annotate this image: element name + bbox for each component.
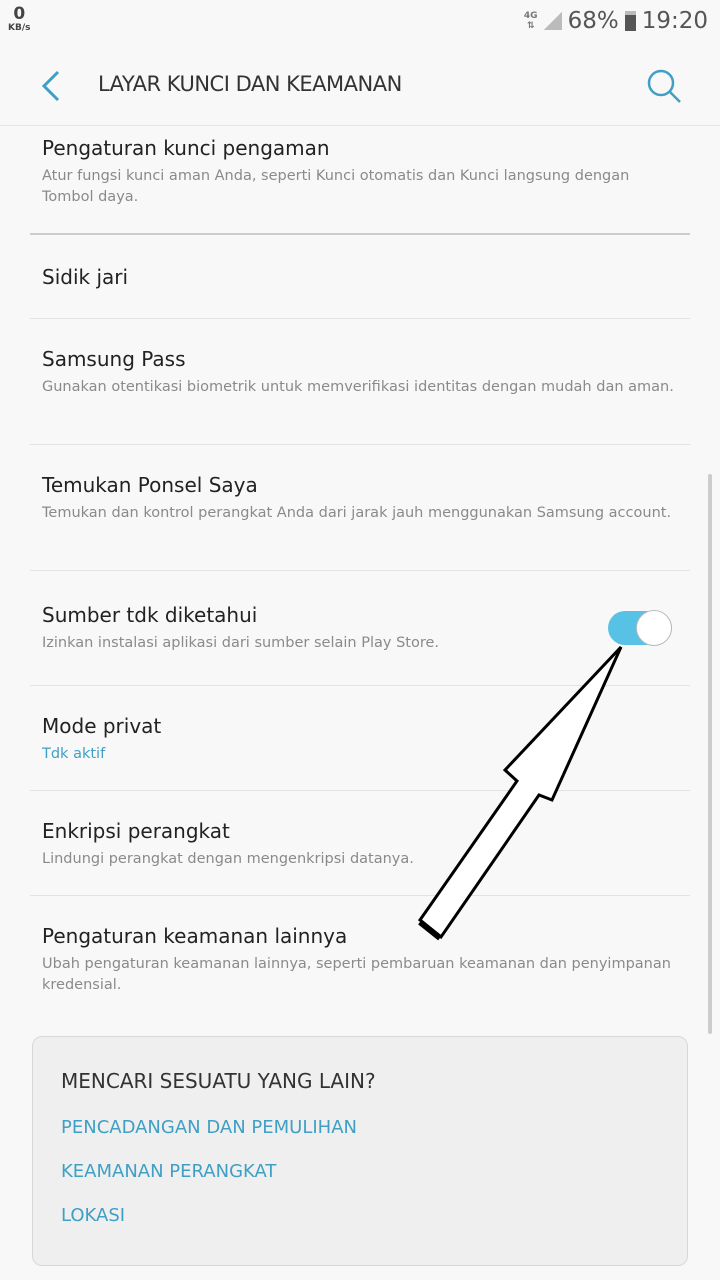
- link-location[interactable]: LOKASI: [61, 1205, 126, 1226]
- battery-percent: 68%: [567, 8, 619, 34]
- item-lock-settings[interactable]: Pengaturan kunci pengaman Atur fungsi kunci aman Anda, seperti Kunci otomatis dan Kunci langsung dengan Tombol daya.: [30, 126, 690, 235]
- item-other-security[interactable]: Pengaturan keamanan lainnya Ubah pengaturan keamanan lainnya, seperti pembaruan keamanan dan penyimpanan kredensial.: [42, 924, 671, 993]
- item-encryption[interactable]: Enkripsi perangkat Lindungi perangkat dengan mengenkripsi datanya.: [30, 791, 690, 896]
- item-samsung-pass[interactable]: Samsung Pass Gunakan otentikasi biometrik untuk memverifikasi identitas dengan mudah dan aman.: [30, 319, 690, 445]
- item-find-my-phone[interactable]: Temukan Ponsel Saya Temukan dan kontrol perangkat Anda dari jarak jauh menggunakan Samsung account.: [30, 445, 690, 571]
- network-speed: 0 KB/s: [8, 4, 31, 33]
- page-title: LAYAR KUNCI DAN KEAMANAN: [98, 72, 402, 96]
- item-fingerprint[interactable]: Sidik jari: [30, 235, 690, 319]
- item-unknown-sources[interactable]: Sumber tdk diketahui Izinkan instalasi aplikasi dari sumber selain Play Store.: [30, 571, 690, 686]
- link-device-security[interactable]: KEAMANAN PERANGKAT: [61, 1161, 277, 1182]
- clock: 19:20: [641, 8, 708, 34]
- item-private-mode[interactable]: Mode privat Tdk aktif: [30, 686, 690, 791]
- network-type: 4G ⇅: [523, 11, 538, 31]
- link-backup-restore[interactable]: PENCADANGAN DAN PEMULIHAN: [61, 1117, 357, 1138]
- suggestions-card: MENCARI SESUATU YANG LAIN? PENCADANGAN DAN PEMULIHAN KEAMANAN PERANGKAT LOKASI: [32, 1036, 688, 1266]
